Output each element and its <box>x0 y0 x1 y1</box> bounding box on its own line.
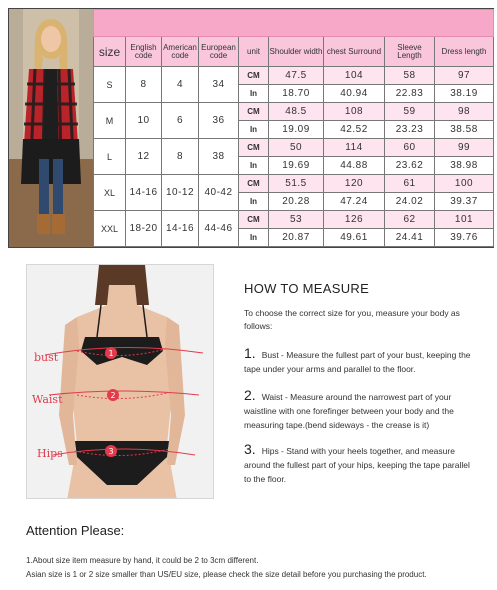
european-code: 44-46 <box>199 211 239 247</box>
chest-value: 120 <box>324 175 385 193</box>
attention-note: 1.About size item measure by hand, it could be 2 to 3cm different. <box>26 556 259 565</box>
header-sleeve-length: Sleeve Length <box>385 37 435 67</box>
step-hips <box>244 442 474 486</box>
step-number: 1. <box>244 345 256 361</box>
chest-value: 44.88 <box>324 157 385 175</box>
sleeve-value: 23.62 <box>385 157 435 175</box>
sleeve-value: 61 <box>385 175 435 193</box>
size-label: S <box>94 67 126 103</box>
table-row <box>94 139 494 157</box>
european-code: 34 <box>199 67 239 103</box>
header-shoulder-width: Shoulder width <box>269 37 324 67</box>
table-row <box>94 103 494 121</box>
header-chest-surround: chest Surround <box>324 37 385 67</box>
shoulder-value: 51.5 <box>269 175 324 193</box>
dress-value: 100 <box>435 175 494 193</box>
size-label: M <box>94 103 126 139</box>
size-label: L <box>94 139 126 175</box>
american-code: 6 <box>162 103 199 139</box>
table-row <box>94 175 494 193</box>
unit-cell: CM <box>239 103 269 121</box>
step-text: Waist - Measure around the narrowest part of your waistline with one forefinger between your body and the measuring tape.(bend sideways - the crease is it) <box>244 392 454 430</box>
dress-value: 38.19 <box>435 85 494 103</box>
shoulder-value: 20.28 <box>269 193 324 211</box>
european-code: 40-42 <box>199 175 239 211</box>
model-illustration <box>9 9 93 247</box>
shoulder-value: 18.70 <box>269 85 324 103</box>
header-english-code: English code <box>126 37 162 67</box>
step-text: Hips - Stand with your heels together, and measure around the fullest part of your hips, keeping the tape parallel to the floor. <box>244 446 470 484</box>
dress-value: 38.98 <box>435 157 494 175</box>
marker-3-label: 3 <box>108 447 114 456</box>
unit-cell: CM <box>239 67 269 85</box>
dress-value: 98 <box>435 103 494 121</box>
shoulder-value: 19.69 <box>269 157 324 175</box>
step-text: Bust - Measure the fullest part of your bust, keeping the tape under your arms and parallel to the floor. <box>244 350 471 374</box>
shoulder-value: 20.87 <box>269 229 324 247</box>
unit-cell: In <box>239 121 269 139</box>
size-label: XXL <box>94 211 126 247</box>
chest-value: 114 <box>324 139 385 157</box>
table-row <box>94 67 494 85</box>
dress-value: 39.76 <box>435 229 494 247</box>
size-chart <box>8 8 494 248</box>
hips-label: Hips <box>37 447 63 460</box>
dress-value: 97 <box>435 67 494 85</box>
english-code: 12 <box>126 139 162 175</box>
unit-cell: CM <box>239 139 269 157</box>
step-number: 2. <box>244 387 256 403</box>
unit-cell: CM <box>239 175 269 193</box>
header-size: size <box>94 37 126 67</box>
sleeve-value: 58 <box>385 67 435 85</box>
shoulder-value: 50 <box>269 139 324 157</box>
shoulder-value: 48.5 <box>269 103 324 121</box>
english-code: 14-16 <box>126 175 162 211</box>
marker-2-label: 2 <box>110 391 116 400</box>
chest-value: 104 <box>324 67 385 85</box>
sleeve-value: 62 <box>385 211 435 229</box>
american-code: 8 <box>162 139 199 175</box>
waist-label: Waist <box>32 393 63 406</box>
american-code: 14-16 <box>162 211 199 247</box>
step-waist <box>244 388 474 432</box>
step-bust <box>244 346 474 376</box>
header-american-code: American code <box>162 37 199 67</box>
header-unit: unit <box>239 37 269 67</box>
bust-label: bust <box>34 351 59 364</box>
dress-value: 38.58 <box>435 121 494 139</box>
chart-banner <box>94 10 494 37</box>
sleeve-value: 60 <box>385 139 435 157</box>
sleeve-value: 23.23 <box>385 121 435 139</box>
model-photo <box>9 9 94 247</box>
attention-note: Asian size is 1 or 2 size smaller than US/EU size, please check the size detail before you purchasing the product. <box>26 570 427 579</box>
dress-value: 39.37 <box>435 193 494 211</box>
unit-cell: CM <box>239 211 269 229</box>
english-code: 18-20 <box>126 211 162 247</box>
shoulder-value: 53 <box>269 211 324 229</box>
chest-value: 40.94 <box>324 85 385 103</box>
step-number: 3. <box>244 441 256 457</box>
body-illustration <box>27 265 214 499</box>
sleeve-value: 22.83 <box>385 85 435 103</box>
table-row <box>94 211 494 229</box>
chest-value: 126 <box>324 211 385 229</box>
chest-value: 47.24 <box>324 193 385 211</box>
sleeve-value: 24.02 <box>385 193 435 211</box>
size-table <box>93 9 494 247</box>
how-to-measure-title: HOW TO MEASURE <box>244 281 370 296</box>
size-label: XL <box>94 175 126 211</box>
american-code: 10-12 <box>162 175 199 211</box>
sleeve-value: 59 <box>385 103 435 121</box>
english-code: 10 <box>126 103 162 139</box>
chest-value: 42.52 <box>324 121 385 139</box>
shoulder-value: 47.5 <box>269 67 324 85</box>
english-code: 8 <box>126 67 162 103</box>
european-code: 36 <box>199 103 239 139</box>
unit-cell: In <box>239 85 269 103</box>
american-code: 4 <box>162 67 199 103</box>
marker-1-label: 1 <box>108 349 114 358</box>
dress-value: 99 <box>435 139 494 157</box>
european-code: 38 <box>199 139 239 175</box>
shoulder-value: 19.09 <box>269 121 324 139</box>
unit-cell: In <box>239 229 269 247</box>
measurement-diagram <box>26 264 214 499</box>
how-to-measure-intro: To choose the correct size for you, measure your body as follows: <box>244 308 460 331</box>
header-european-code: European code <box>199 37 239 67</box>
sleeve-value: 24.41 <box>385 229 435 247</box>
unit-cell: In <box>239 157 269 175</box>
dress-value: 101 <box>435 211 494 229</box>
chest-value: 49.61 <box>324 229 385 247</box>
header-dress-length: Dress length <box>435 37 494 67</box>
unit-cell: In <box>239 193 269 211</box>
attention-title: Attention Please: <box>26 523 125 538</box>
chest-value: 108 <box>324 103 385 121</box>
